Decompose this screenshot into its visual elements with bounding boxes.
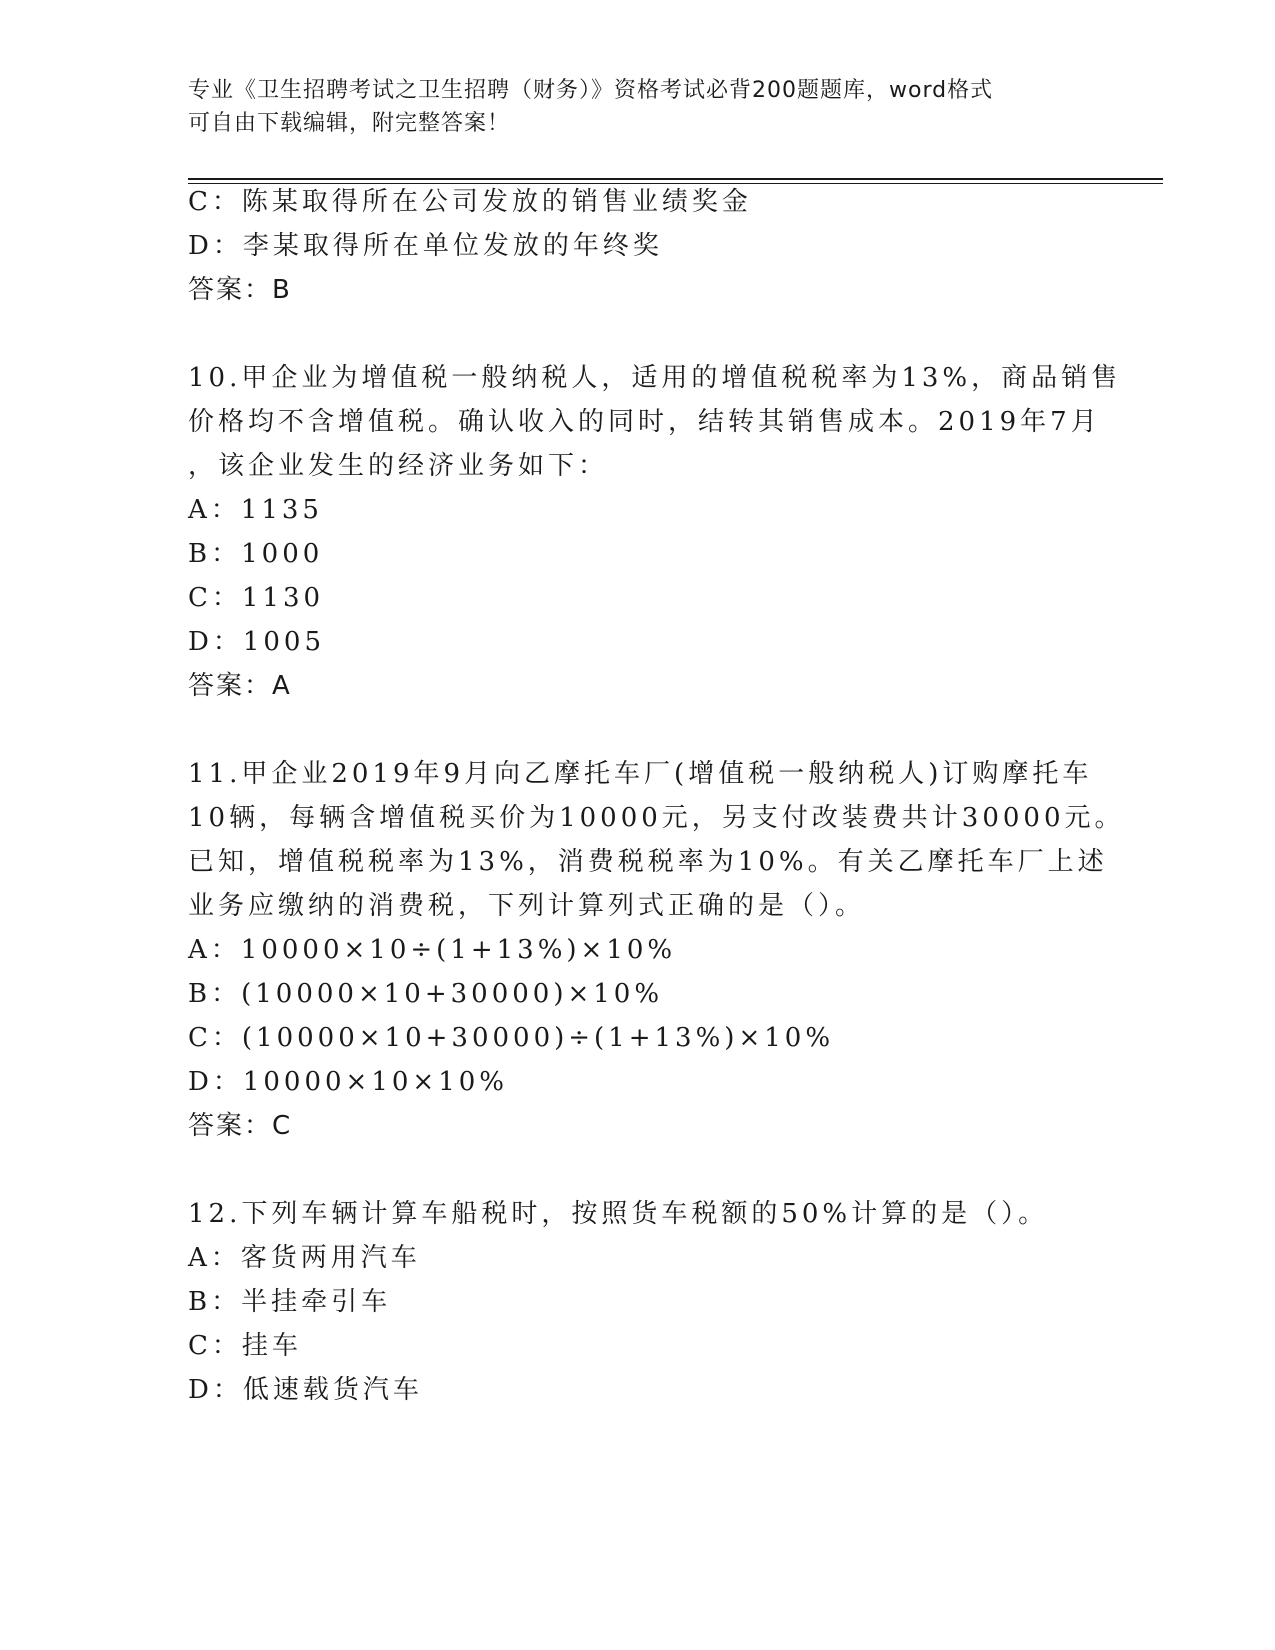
- q12-option-b: B：半挂牵引车: [188, 1287, 392, 1317]
- q10-option-a: A：1135: [188, 495, 323, 525]
- q10-option-d: D：1005: [188, 627, 326, 657]
- q11-option-d: D：10000×10×10%: [188, 1067, 508, 1097]
- q11-option-a: A：10000×10÷(1+13%)×10%: [188, 935, 677, 965]
- q10-option-c: C：1130: [188, 583, 325, 613]
- document-header: [188, 74, 1088, 140]
- q10-stem-line-1: 10.甲企业为增值税一般纳税人，适用的增值税税率为13%，商品销售: [188, 363, 1122, 393]
- q11-option-b: B：(10000×10+30000)×10%: [188, 979, 664, 1009]
- prev-option-d: D：李某取得所在单位发放的年终奖: [188, 231, 663, 261]
- q11-option-c: C：(10000×10+30000)÷(1+13%)×10%: [188, 1023, 835, 1053]
- q12-stem-line-1: 12.下列车辆计算车船税时，按照货车税额的50%计算的是（）。: [188, 1199, 1049, 1229]
- prev-answer: 答案：B: [188, 275, 292, 305]
- q10-option-b: B：1000: [188, 539, 324, 569]
- header-line-1: 专业《卫生招聘考试之卫生招聘（财务）》资格考试必背200题题库，word格式: [188, 78, 994, 103]
- q12-option-a: A：客货两用汽车: [188, 1243, 421, 1273]
- q10-answer: 答案：A: [188, 671, 292, 701]
- header-rule-thick: [188, 178, 1163, 180]
- prev-option-c: C：陈某取得所在公司发放的销售业绩奖金: [188, 187, 752, 217]
- q11-stem-line-3: 已知，增值税税率为13%，消费税税率为10%。有关乙摩托车厂上述: [188, 847, 1108, 877]
- q12-option-d: D：低速载货汽车: [188, 1375, 423, 1405]
- header-rule-thin: [188, 183, 1163, 184]
- q10-stem-line-3: ，该企业发生的经济业务如下：: [188, 451, 609, 481]
- q10-stem-line-2: 价格均不含增值税。确认收入的同时，结转其销售成本。2019年7月: [188, 407, 1101, 437]
- q11-stem-line-2: 10辆，每辆含增值税买价为10000元，另支付改装费共计30000元。: [188, 803, 1125, 833]
- q11-stem-line-4: 业务应缴纳的消费税，下列计算列式正确的是（）。: [188, 891, 866, 921]
- q11-answer: 答案：C: [188, 1111, 293, 1141]
- q11-stem-line-1: 11.甲企业2019年9月向乙摩托车厂(增值税一般纳税人)订购摩托车: [188, 759, 1093, 789]
- q12-option-c: C：挂车: [188, 1331, 302, 1361]
- header-line-2: 可自由下载编辑，附完整答案！: [188, 111, 511, 136]
